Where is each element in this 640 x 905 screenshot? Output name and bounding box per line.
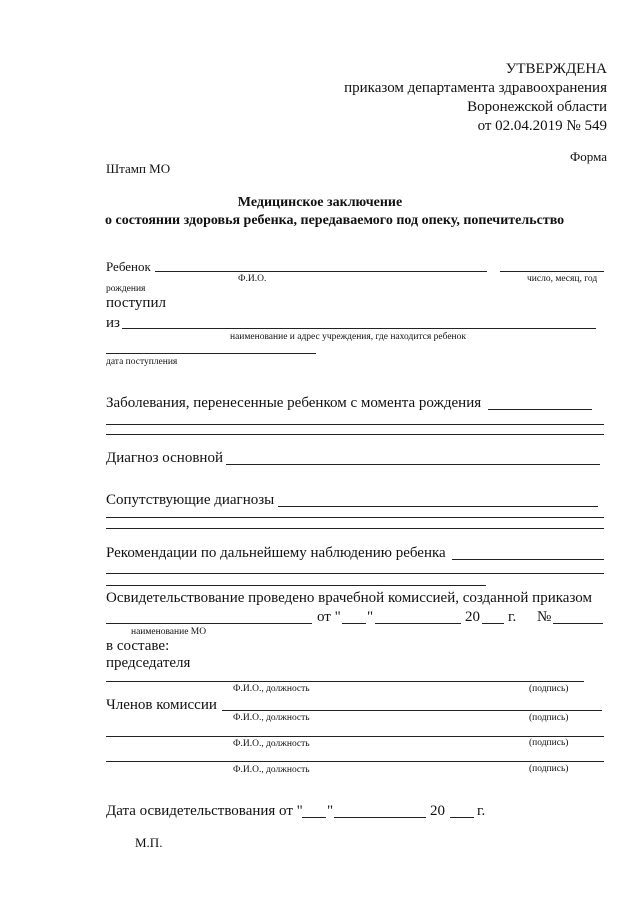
exam-date-quote: "	[327, 803, 334, 819]
recommendations-line[interactable]	[106, 573, 604, 574]
document-subtitle: о состоянии здоровья ребенка, передаваемого под опеку, попечительство	[105, 213, 565, 228]
signature-caption: (подпись)	[529, 764, 569, 774]
fio-position-caption: Ф.И.О., должность	[233, 739, 310, 749]
child-dob-field[interactable]	[500, 271, 604, 272]
dob-caption-birth: рождения	[106, 284, 146, 294]
order-from-label: от "	[317, 609, 341, 625]
concomitant-line[interactable]	[106, 517, 604, 518]
seal-label: М.П.	[135, 835, 163, 850]
concomitant-field[interactable]	[278, 506, 598, 507]
admitted-label: поступил	[106, 295, 166, 311]
chairman-field[interactable]	[106, 681, 584, 682]
main-diagnosis-label: Диагноз основной	[106, 450, 223, 466]
recommendations-field[interactable]	[452, 559, 604, 560]
admission-date-caption: дата поступления	[106, 357, 178, 367]
order-month-field[interactable]	[375, 623, 461, 624]
order-quote: "	[367, 609, 374, 625]
order-day-field[interactable]	[342, 623, 366, 624]
dob-caption: число, месяц, год	[527, 274, 598, 284]
signature-caption: (подпись)	[529, 738, 569, 748]
order-number-label: №	[537, 609, 552, 625]
recommendations-label: Рекомендации по дальнейшему наблюдению ребенка	[106, 545, 446, 561]
exam-day-field[interactable]	[302, 817, 326, 818]
exam-year-prefix: 20	[430, 803, 445, 819]
concomitant-label: Сопутствующие диагнозы	[106, 492, 275, 508]
order-number-field[interactable]	[553, 623, 603, 624]
admission-date-field[interactable]	[106, 353, 316, 354]
composition-label: в составе:	[106, 638, 170, 654]
order-year-suffix: г.	[508, 609, 517, 625]
form-label: Форма	[570, 149, 607, 164]
institution-field[interactable]	[122, 328, 596, 329]
diseases-line[interactable]	[106, 424, 604, 425]
order-mo-field[interactable]	[106, 623, 312, 624]
fio-position-caption: Ф.И.О., должность	[233, 713, 310, 723]
concomitant-line[interactable]	[106, 528, 604, 529]
member-field-2[interactable]	[106, 736, 604, 737]
order-year-field[interactable]	[482, 623, 504, 624]
exam-year-field[interactable]	[450, 817, 474, 818]
approval-order: приказом департамента здравоохранения	[344, 80, 607, 96]
members-label: Членов комиссии	[106, 697, 217, 713]
fio-caption: Ф.И.О.	[238, 274, 267, 284]
member-field-1[interactable]	[222, 710, 602, 711]
order-year-prefix: 20	[465, 609, 480, 625]
main-diagnosis-field[interactable]	[226, 464, 600, 465]
institution-caption: наименование и адрес учреждения, где находится ребенок	[230, 332, 466, 342]
signature-caption: (подпись)	[529, 713, 569, 723]
stamp-label: Штамп МО	[106, 161, 171, 176]
approval-region: Воронежской области	[467, 99, 607, 115]
child-label: Ребенок	[106, 259, 151, 274]
mo-caption: наименование МО	[131, 627, 207, 637]
diseases-label: Заболевания, перенесенные ребенком с момента рождения	[106, 395, 482, 411]
member-field-3[interactable]	[106, 761, 604, 762]
exam-month-field[interactable]	[334, 817, 426, 818]
diseases-line[interactable]	[106, 434, 604, 435]
recommendations-line[interactable]	[106, 585, 486, 586]
fio-position-caption: Ф.И.О., должность	[233, 684, 310, 694]
child-fio-field[interactable]	[155, 271, 487, 272]
diseases-field[interactable]	[488, 409, 592, 410]
exam-year-suffix: г.	[477, 803, 486, 819]
commission-text: Освидетельствование проведено врачебной комиссией, созданной приказом	[106, 590, 592, 606]
approval-title: УТВЕРЖДЕНА	[505, 61, 607, 77]
exam-date-label: Дата освидетельствования от "	[106, 803, 303, 819]
fio-position-caption: Ф.И.О., должность	[233, 765, 310, 775]
signature-caption: (подпись)	[529, 684, 569, 694]
approval-date: от 02.04.2019 № 549	[477, 118, 607, 134]
chairman-label: председателя	[106, 655, 191, 671]
document-title: Медицинское заключение	[237, 195, 403, 210]
from-label: из	[106, 315, 120, 331]
